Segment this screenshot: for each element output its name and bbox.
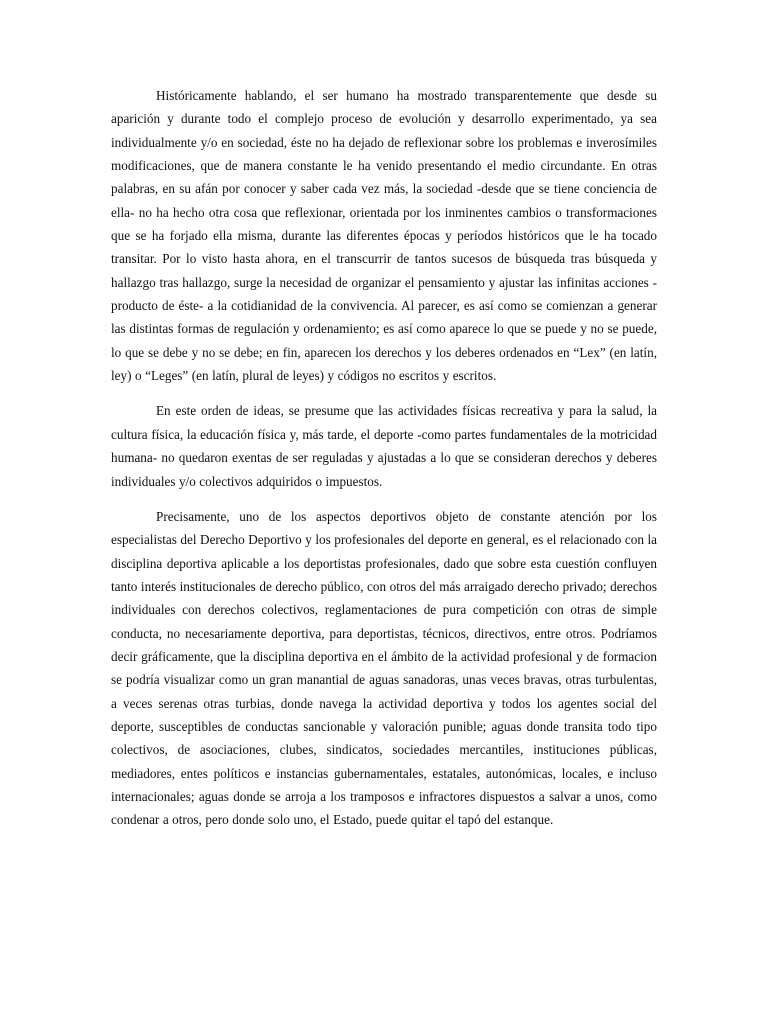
paragraph-3: Precisamente, uno de los aspectos deportivos objeto de constante atención por los especialistas del Derecho Deportivo y los profesionales del deporte en general, es el relacionado con la disciplina deportiva aplicable a los deportistas profesionales, dado que sobre esta cuestión confluyen tanto interés institucionales de derecho público, con otros del más arraigado derecho privado; derechos individuales con derechos colectivos, reglamentaciones de pura competición con otras de simple conducta, no necesariamente deportiva, para deportistas, técnicos, directivos, entre otros. Podríamos decir gráficamente, que la disciplina deportiva en el ámbito de la actividad profesional y de formacion se podría visualizar como un gran manantial de aguas sanadoras, unas veces bravas, otras turbulentas, a veces serenas otras turbias, donde navega la actividad deportiva y todos los agentes social del deporte, susceptibles de conductas sancionable y valoración punible; aguas donde transita todo tipo colectivos, de asociaciones, clubes, sindicatos, sociedades mercantiles, instituciones públicas, mediadores, entes políticos e instancias gubernamentales, estatales, autonómicas, locales, e incluso internacionales; aguas donde se arroja a los tramposos e infractores dispuestos a salvar a unos, como condenar a otros, pero donde solo uno, el Estado, puede quitar el tapó del estanque. xyxy=(111,508,657,828)
paragraph-2: En este orden de ideas, se presume que las actividades físicas recreativa y para la salud, la cultura física, la educación física y, más tarde, el deporte -como partes fundamentales de la motricidad humana- no quedaron exentas de ser reguladas y ajustadas a lo que se consideran derechos y deberes individuales y/o colectivos adquiridos o impuestos. xyxy=(111,403,657,489)
paragraph-1: Históricamente hablando, el ser humano ha mostrado transparentemente que desde su aparición y durante todo el complejo proceso de evolución y desarrollo experimentado, ya sea individualmente y/o en sociedad, éste no ha dejado de reflexionar sobre los problemas e inverosímiles modificaciones, que de manera constante le ha venido presentando el medio circundante. En otras palabras, en su afán por conocer y saber cada vez más, la sociedad -desde que se tiene conciencia de ella- no ha hecho otra cosa que reflexionar, orientada por los inminentes cambios o transformaciones que se ha forjado ella misma, durante las diferentes épocas y períodos históricos que le ha tocado transitar. Por lo visto hasta ahora, en el transcurrir de tantos sucesos de búsqueda tras búsqueda y hallazgo tras hallazgo, surge la necesidad de organizar el pensamiento y ajustar las infinitas acciones -producto de éste- a la cotidianidad de la convivencia. Al parecer, es así como se comienzan a generar las distintas formas de regulación y ordenamiento; es así como aparece lo que se puede y no se puede, lo que se debe y no se debe; en fin, aparecen los derechos y los deberes ordenados en “Lex” (en latín, ley) o “Leges” (en latín, plural de leyes) y códigos no escritos y escritos. xyxy=(111,88,657,384)
document-page xyxy=(111,84,657,844)
